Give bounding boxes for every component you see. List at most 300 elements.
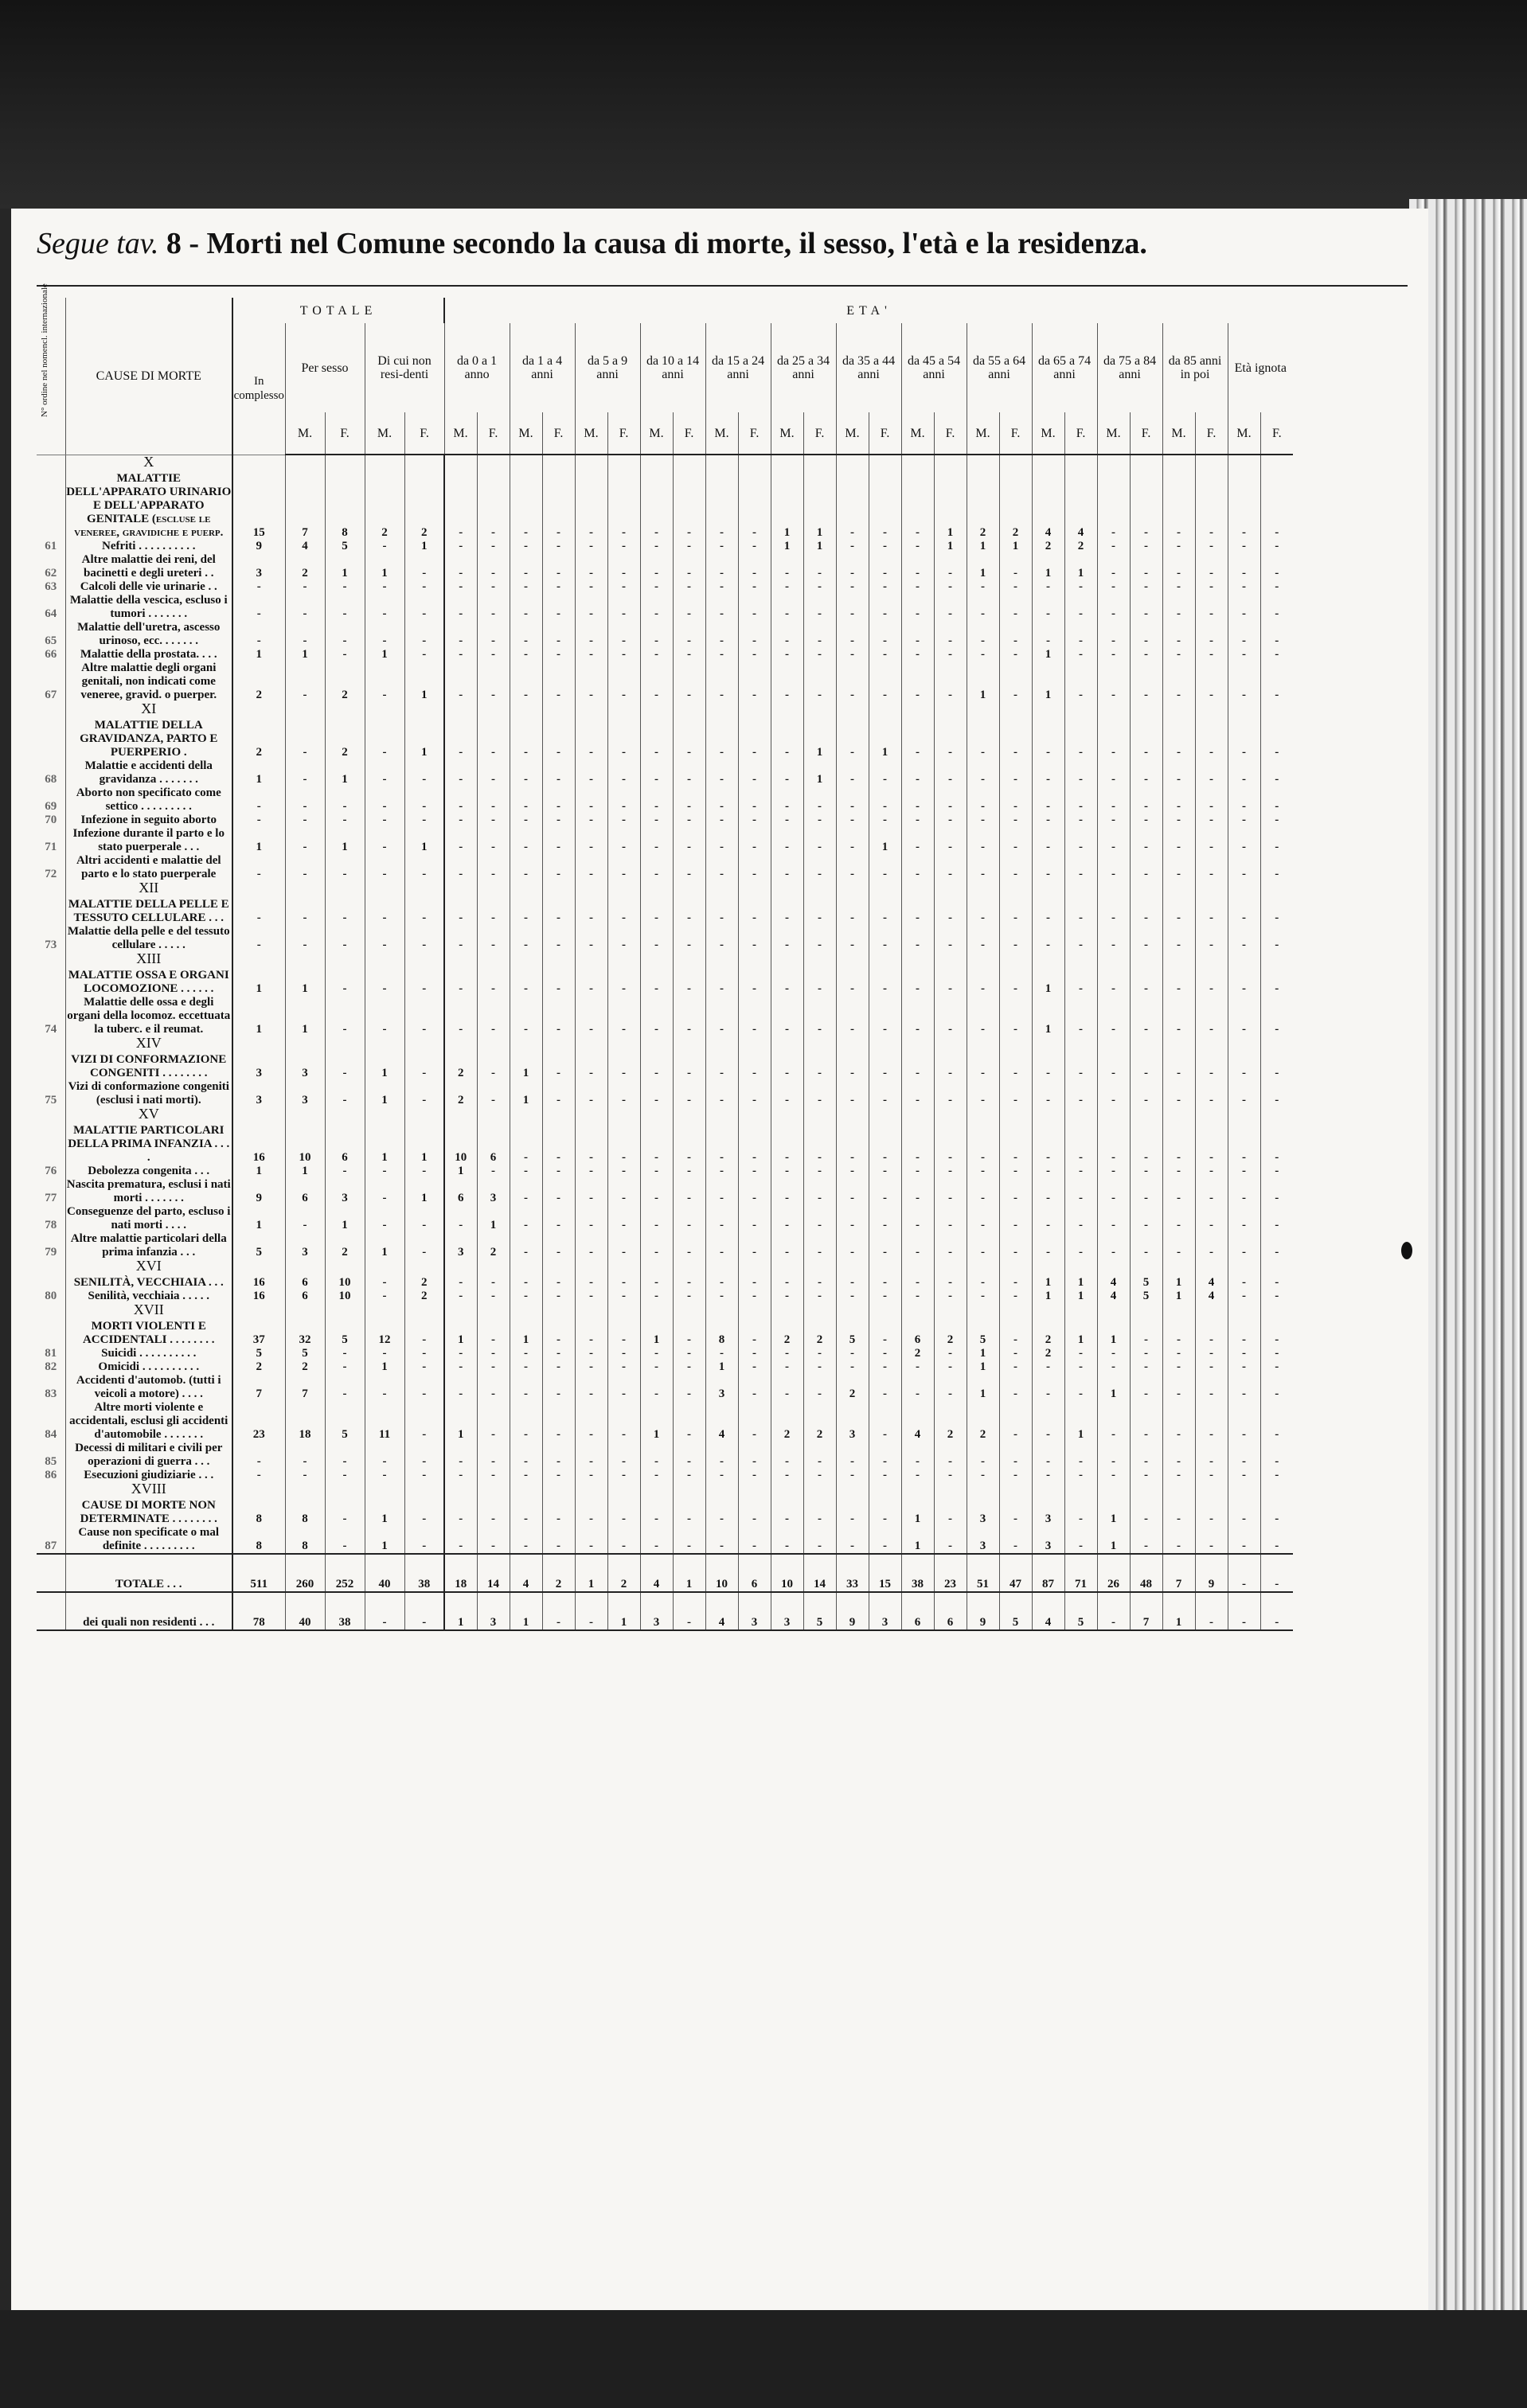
cause-label	[65, 1178, 232, 1205]
cell-value: -	[803, 1290, 836, 1303]
cell-value: -	[1032, 881, 1064, 925]
cell-value: -	[738, 1165, 771, 1178]
total-row-label: TOTALE . . .	[65, 1554, 232, 1592]
cell-value: -	[1064, 881, 1097, 925]
cell-value: -	[1162, 996, 1195, 1036]
cell-value: 5	[325, 540, 365, 553]
cell-value: -	[999, 786, 1032, 814]
cause-number: 72	[45, 867, 57, 880]
cell-value: -	[738, 759, 771, 786]
cause-label	[65, 1290, 232, 1303]
header-age-group: da 65 a 74 anni	[1032, 323, 1097, 412]
cell-value: -	[1162, 1205, 1195, 1232]
cell-value: -	[1195, 952, 1228, 996]
cell-value: -	[869, 814, 901, 827]
cell-value: -	[803, 881, 836, 925]
cell-value: -	[477, 662, 510, 702]
cell-value: -	[803, 1374, 836, 1401]
cell-value: 4	[1032, 455, 1064, 540]
cell-value: -	[836, 786, 869, 814]
cell-value: -	[705, 1165, 738, 1178]
cell-value: -	[934, 1347, 967, 1360]
header-sex-f: F.	[325, 412, 365, 455]
cause-label	[65, 1526, 232, 1554]
cell-value: -	[232, 621, 285, 648]
cell-value: -	[1195, 1107, 1228, 1165]
cell-value: -	[1162, 854, 1195, 881]
cell-value: -	[869, 553, 901, 580]
cell-value: -	[365, 1469, 404, 1482]
cell-value: -	[1195, 455, 1228, 540]
section-row	[37, 952, 1293, 996]
cell-value: -	[1162, 580, 1195, 594]
cell-value: 1	[1097, 1482, 1130, 1526]
cause-label	[65, 1347, 232, 1360]
cause-number: 70	[45, 813, 57, 826]
cell-value: -	[934, 702, 967, 759]
table-row	[37, 621, 1293, 648]
cell-value: -	[705, 621, 738, 648]
cell-value: -	[607, 1482, 640, 1526]
cause-label	[65, 648, 232, 662]
cell-value: -	[967, 1232, 999, 1259]
cell-value: -	[869, 594, 901, 621]
cell-value: -	[738, 455, 771, 540]
cause-number: 68	[45, 772, 57, 786]
cell-value: -	[404, 1592, 444, 1630]
cause-number: 62	[45, 566, 57, 580]
cell-value: -	[673, 925, 705, 952]
cell-value: -	[285, 621, 325, 648]
cell-value: -	[1260, 1401, 1293, 1442]
cell-value: -	[705, 648, 738, 662]
cell-value: -	[477, 1290, 510, 1303]
cell-value: -	[477, 553, 510, 580]
cell-value: -	[771, 952, 803, 996]
header-sex-m: M.	[575, 412, 607, 455]
cell-value: -	[836, 540, 869, 553]
cell-value: -	[1097, 881, 1130, 925]
cell-value: -	[1162, 1469, 1195, 1482]
cell-value: -	[1195, 786, 1228, 814]
cell-value: -	[967, 786, 999, 814]
cell-value: -	[901, 759, 934, 786]
cell-value: 1	[1032, 553, 1064, 580]
section-numeral: XIII	[136, 950, 162, 966]
cell-value: -	[1260, 702, 1293, 759]
cell-value: -	[575, 759, 607, 786]
cell-value: -	[738, 1205, 771, 1232]
header-sex-f: F.	[673, 412, 705, 455]
cell-value: -	[640, 827, 673, 854]
cell-value: -	[673, 996, 705, 1036]
cell-value: -	[771, 1290, 803, 1303]
cell-value: -	[1032, 1036, 1064, 1080]
cell-value: -	[1130, 1347, 1162, 1360]
cell-value: -	[1130, 1080, 1162, 1107]
cell-value: -	[477, 827, 510, 854]
cell-value: -	[673, 662, 705, 702]
cell-value: -	[999, 827, 1032, 854]
cell-value: 4	[285, 540, 325, 553]
cell-value: -	[1097, 1442, 1130, 1469]
label-text: Esecuzioni giudiziarie . . .	[84, 1468, 214, 1481]
cause-number: 66	[45, 647, 57, 661]
cell-value: -	[705, 925, 738, 952]
cell-value: -	[1130, 1360, 1162, 1374]
cell-value: -	[640, 594, 673, 621]
cell-value: 1	[803, 455, 836, 540]
cell-value: -	[803, 1482, 836, 1526]
cause-number	[37, 1592, 65, 1630]
cell-value: -	[404, 1347, 444, 1360]
cell-value: -	[934, 854, 967, 881]
cell-value: -	[640, 1347, 673, 1360]
cell-value: -	[404, 1232, 444, 1259]
cell-value: -	[1064, 1469, 1097, 1482]
cell-value: 5	[325, 1401, 365, 1442]
cell-value: -	[869, 1259, 901, 1290]
cell-value: -	[510, 1259, 542, 1290]
cause-number: 65	[45, 634, 57, 647]
cause-label	[65, 786, 232, 814]
cell-value: -	[575, 1469, 607, 1482]
cell-value: -	[444, 1526, 477, 1554]
cell-value: -	[444, 540, 477, 553]
cell-value: -	[1162, 925, 1195, 952]
cell-value: 1	[869, 827, 901, 854]
cell-value: 38	[901, 1554, 934, 1592]
cell-value: 10	[705, 1554, 738, 1592]
cell-value: -	[325, 996, 365, 1036]
cell-value: 2	[901, 1347, 934, 1360]
cell-value: -	[575, 1360, 607, 1374]
cell-value: 1	[1064, 553, 1097, 580]
cell-value: -	[869, 1401, 901, 1442]
cell-value: -	[771, 996, 803, 1036]
cell-value: 1	[640, 1303, 673, 1347]
cell-value: -	[999, 759, 1032, 786]
label-text: MALATTIE DELLA GRAVIDANZA, PARTO E PUERPERIO .	[80, 718, 218, 759]
cell-value: -	[1162, 1360, 1195, 1374]
section-numeral: XII	[139, 879, 159, 896]
cell-value: -	[1162, 1036, 1195, 1080]
cell-value: -	[1130, 455, 1162, 540]
cell-value: -	[934, 1036, 967, 1080]
cell-value: 3	[325, 1178, 365, 1205]
table-row	[37, 786, 1293, 814]
cell-value: -	[803, 1232, 836, 1259]
cell-value: 10	[444, 1107, 477, 1165]
cell-value: 4	[1064, 455, 1097, 540]
cell-value: 1	[510, 1303, 542, 1347]
cell-value: -	[1162, 553, 1195, 580]
cell-value: 23	[934, 1554, 967, 1592]
label-text: Decessi di militari e civili per operazioni di guerra . . .	[75, 1441, 223, 1468]
cell-value: -	[1097, 594, 1130, 621]
cell-value: 1	[1032, 996, 1064, 1036]
cell-value: -	[803, 786, 836, 814]
caption-prefix: Segue	[37, 227, 109, 260]
cell-value: -	[1195, 1205, 1228, 1232]
cell-value: -	[607, 814, 640, 827]
cell-value: -	[673, 1347, 705, 1360]
cell-value: -	[1032, 814, 1064, 827]
cell-value: 3	[477, 1178, 510, 1205]
cell-value: -	[285, 759, 325, 786]
cell-value: -	[967, 648, 999, 662]
cause-number	[37, 1036, 65, 1080]
cell-value: -	[542, 1107, 575, 1165]
cell-value: -	[1228, 1290, 1260, 1303]
cell-value: -	[575, 1165, 607, 1178]
cell-value: -	[1260, 1554, 1293, 1592]
cell-value: -	[869, 1526, 901, 1554]
cell-value: -	[477, 621, 510, 648]
cause-label	[65, 1374, 232, 1401]
cell-value: -	[575, 594, 607, 621]
table-row	[37, 1080, 1293, 1107]
cell-value: -	[542, 827, 575, 854]
section-label	[65, 1482, 232, 1526]
cell-value: -	[575, 553, 607, 580]
cell-value: -	[967, 925, 999, 952]
section-numeral: XVIII	[131, 1480, 166, 1497]
cell-value: -	[404, 1205, 444, 1232]
cell-value: -	[1228, 1554, 1260, 1592]
cell-value: -	[934, 1178, 967, 1205]
cell-value: -	[640, 702, 673, 759]
cell-value: -	[1032, 580, 1064, 594]
cell-value: -	[869, 996, 901, 1036]
cell-value: -	[673, 1303, 705, 1347]
cause-label	[65, 759, 232, 786]
cell-value: -	[1064, 786, 1097, 814]
label-text: Altre malattie particolari della prima infanzia . . .	[70, 1231, 227, 1259]
cell-value: -	[934, 1232, 967, 1259]
cell-value: -	[967, 580, 999, 594]
cell-value: -	[510, 1442, 542, 1469]
cell-value: -	[705, 1232, 738, 1259]
cell-value: -	[901, 540, 934, 553]
cell-value: 26	[1097, 1554, 1130, 1592]
cell-value: -	[771, 881, 803, 925]
cell-value: -	[836, 594, 869, 621]
cell-value: 11	[365, 1401, 404, 1442]
cause-number: 75	[45, 1093, 57, 1106]
header-row-1	[37, 298, 1293, 323]
cell-value: -	[1130, 1232, 1162, 1259]
cell-value: -	[803, 1178, 836, 1205]
cell-value: -	[404, 1303, 444, 1347]
label-text: MALATTIE DELL'APPARATO URINARIO E DELL'APPARATO GENITALE (escluse le veneree, gravidiche e puerp.	[66, 471, 232, 539]
table-caption	[37, 226, 1147, 261]
cell-value: -	[510, 1401, 542, 1442]
cause-label	[65, 621, 232, 648]
cell-value: -	[673, 1107, 705, 1165]
cell-value: -	[673, 1482, 705, 1526]
cell-value: -	[705, 881, 738, 925]
cell-value: -	[1064, 1482, 1097, 1526]
cell-value: -	[934, 1080, 967, 1107]
cell-value: -	[365, 1165, 404, 1178]
cell-value: -	[1260, 1290, 1293, 1303]
cell-value: 6	[934, 1592, 967, 1630]
cell-value: -	[1064, 580, 1097, 594]
cell-value: -	[325, 854, 365, 881]
cell-value: -	[640, 1374, 673, 1401]
cell-value: -	[901, 952, 934, 996]
cell-value: -	[325, 1165, 365, 1178]
cell-value: -	[1130, 1526, 1162, 1554]
cell-value: -	[673, 702, 705, 759]
cell-value: 3	[1032, 1526, 1064, 1554]
label-text: Senilità, vecchiaia . . . . .	[88, 1289, 209, 1302]
cell-value: 3	[771, 1592, 803, 1630]
caption-tav: tav.	[116, 227, 159, 260]
header-sex-m: M.	[510, 412, 542, 455]
cell-value: 2	[404, 1290, 444, 1303]
cell-value: -	[640, 648, 673, 662]
cell-value: 1	[967, 540, 999, 553]
cell-value: -	[673, 1205, 705, 1232]
cell-value: -	[901, 786, 934, 814]
cell-value: -	[869, 759, 901, 786]
cell-value: -	[1228, 854, 1260, 881]
cause-label	[65, 1442, 232, 1469]
cell-value: -	[1228, 1374, 1260, 1401]
cell-value: 1	[510, 1036, 542, 1080]
cell-value: 1	[285, 996, 325, 1036]
cell-value: -	[1064, 702, 1097, 759]
cell-value: -	[542, 594, 575, 621]
cell-value: -	[836, 1178, 869, 1205]
cell-value: -	[1260, 814, 1293, 827]
cell-value: -	[1195, 814, 1228, 827]
cell-value: -	[607, 1080, 640, 1107]
header-age-group: da 75 a 84 anni	[1097, 323, 1162, 412]
cell-value: -	[869, 1360, 901, 1374]
cell-value: -	[542, 1303, 575, 1347]
cell-value: -	[1064, 1374, 1097, 1401]
cell-value: -	[673, 1442, 705, 1469]
cell-value: -	[1130, 648, 1162, 662]
label-text: Infezione in seguito aborto	[80, 813, 217, 826]
cell-value: -	[607, 540, 640, 553]
cell-value: -	[738, 540, 771, 553]
cell-value: -	[803, 621, 836, 648]
cell-value: 1	[232, 1205, 285, 1232]
header-sex-m: M.	[901, 412, 934, 455]
cell-value: -	[444, 854, 477, 881]
cause-number	[37, 702, 65, 759]
cell-value: -	[325, 580, 365, 594]
cell-value: -	[477, 996, 510, 1036]
cell-value: -	[1228, 580, 1260, 594]
section-label	[65, 1259, 232, 1290]
cell-value: -	[1162, 702, 1195, 759]
cell-value: -	[365, 854, 404, 881]
cause-number: 82	[45, 1360, 57, 1373]
cell-value: 2	[803, 1303, 836, 1347]
cell-value: -	[836, 1259, 869, 1290]
cell-value: -	[738, 1036, 771, 1080]
cell-value: -	[1162, 1526, 1195, 1554]
cell-value: -	[607, 1347, 640, 1360]
cell-value: -	[771, 648, 803, 662]
cell-value: -	[1130, 952, 1162, 996]
cell-value: -	[325, 1360, 365, 1374]
cell-value: -	[999, 553, 1032, 580]
header-sex-f: F.	[404, 412, 444, 455]
cell-value: 1	[967, 1360, 999, 1374]
cell-value: -	[365, 1259, 404, 1290]
resident-row-label: dei quali non residenti . . .	[65, 1592, 232, 1630]
cell-value: -	[869, 854, 901, 881]
cell-value: -	[1097, 827, 1130, 854]
cell-value: -	[477, 1469, 510, 1482]
cell-value: -	[967, 814, 999, 827]
cell-value: -	[803, 662, 836, 702]
cell-value: -	[1228, 1347, 1260, 1360]
cell-value: -	[444, 996, 477, 1036]
cell-value: -	[510, 455, 542, 540]
cell-value: -	[1260, 1592, 1293, 1630]
cell-value: 4	[510, 1554, 542, 1592]
cell-value: -	[1130, 1165, 1162, 1178]
cell-value: -	[575, 996, 607, 1036]
cell-value: -	[1032, 1107, 1064, 1165]
cell-value: -	[1195, 1036, 1228, 1080]
cell-value: -	[836, 621, 869, 648]
cell-value: -	[1195, 1232, 1228, 1259]
cell-value: -	[771, 1165, 803, 1178]
cell-value: -	[542, 1374, 575, 1401]
cell-value: -	[365, 540, 404, 553]
cell-value: -	[575, 1178, 607, 1205]
cell-value: 47	[999, 1554, 1032, 1592]
cell-value: -	[1032, 621, 1064, 648]
cell-value: -	[1195, 580, 1228, 594]
cell-value: -	[869, 540, 901, 553]
cell-value: -	[999, 662, 1032, 702]
label-text: Aborto non specificato come settico . . . . . . . . .	[76, 786, 221, 813]
cell-value: -	[510, 540, 542, 553]
cause-number: 64	[45, 607, 57, 620]
cell-value: -	[934, 1374, 967, 1401]
table-row	[37, 854, 1293, 881]
cell-value: -	[575, 1592, 607, 1630]
cause-number: 73	[45, 938, 57, 951]
header-sex-m: M.	[1228, 412, 1260, 455]
cell-value: -	[1228, 881, 1260, 925]
cell-value: 16	[232, 1259, 285, 1290]
cell-value: -	[771, 1360, 803, 1374]
cell-value: -	[640, 553, 673, 580]
cell-value: -	[607, 1036, 640, 1080]
cell-value: -	[771, 662, 803, 702]
cell-value: -	[1228, 786, 1260, 814]
cell-value: -	[901, 1080, 934, 1107]
cell-value: -	[999, 580, 1032, 594]
cell-value: -	[869, 648, 901, 662]
cell-value: -	[607, 1469, 640, 1482]
cell-value: -	[575, 786, 607, 814]
cell-value: -	[967, 1165, 999, 1178]
cell-value: -	[510, 925, 542, 952]
cell-value: -	[365, 814, 404, 827]
cell-value: -	[771, 1080, 803, 1107]
